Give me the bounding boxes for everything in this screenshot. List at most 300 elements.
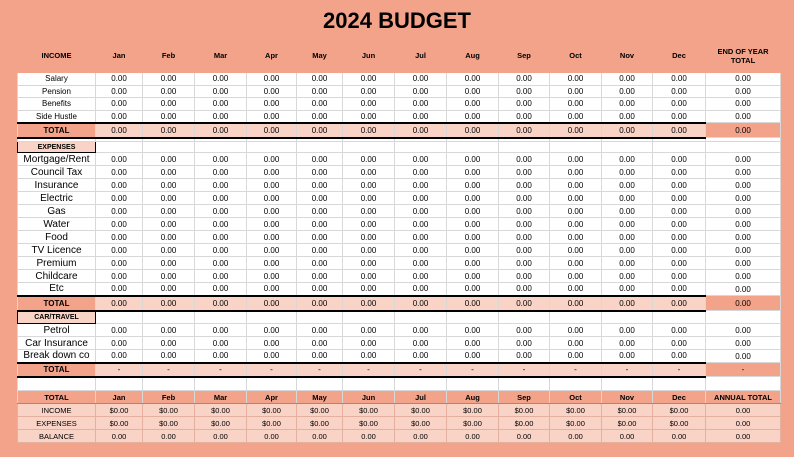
summary-value-cell[interactable]: $0.00 — [195, 404, 247, 417]
value-cell[interactable]: 0.00 — [297, 218, 343, 231]
value-cell[interactable]: 0.00 — [143, 192, 195, 205]
value-cell[interactable]: 0.00 — [499, 231, 550, 244]
value-cell[interactable]: 0.00 — [395, 205, 447, 218]
row-label[interactable]: Car Insurance — [18, 337, 96, 350]
row-total-cell[interactable]: 0.00 — [706, 110, 781, 123]
value-cell[interactable]: 0.00 — [143, 350, 195, 363]
row-total-cell[interactable]: 0.00 — [706, 257, 781, 270]
row-label[interactable]: Break down co — [18, 350, 96, 363]
value-cell[interactable]: 0.00 — [395, 85, 447, 98]
value-cell[interactable]: 0.00 — [297, 283, 343, 296]
row-total-cell[interactable]: 0.00 — [706, 244, 781, 257]
value-cell[interactable]: 0.00 — [550, 110, 602, 123]
value-cell[interactable]: 0.00 — [195, 337, 247, 350]
total-cell[interactable]: - — [550, 363, 602, 377]
value-cell[interactable]: 0.00 — [447, 218, 499, 231]
row-label[interactable]: Etc — [18, 283, 96, 296]
value-cell[interactable]: 0.00 — [602, 231, 653, 244]
value-cell[interactable]: 0.00 — [447, 179, 499, 192]
total-cell[interactable]: 0.00 — [550, 123, 602, 138]
value-cell[interactable]: 0.00 — [96, 98, 143, 111]
summary-value-cell[interactable]: $0.00 — [143, 417, 195, 430]
value-cell[interactable]: 0.00 — [247, 192, 297, 205]
value-cell[interactable]: 0.00 — [195, 179, 247, 192]
value-cell[interactable]: 0.00 — [143, 283, 195, 296]
value-cell[interactable]: 0.00 — [653, 192, 706, 205]
summary-value-cell[interactable]: 0.00 — [96, 430, 143, 443]
value-cell[interactable]: 0.00 — [602, 179, 653, 192]
total-cell[interactable]: 0.00 — [447, 123, 499, 138]
total-cell[interactable]: - — [96, 363, 143, 377]
row-label[interactable]: Benefits — [18, 98, 96, 111]
summary-value-cell[interactable]: 0.00 — [550, 430, 602, 443]
value-cell[interactable]: 0.00 — [343, 110, 395, 123]
row-label[interactable]: Side Hustle — [18, 110, 96, 123]
value-cell[interactable]: 0.00 — [499, 324, 550, 337]
value-cell[interactable]: 0.00 — [653, 110, 706, 123]
value-cell[interactable]: 0.00 — [447, 257, 499, 270]
summary-value-cell[interactable]: 0.00 — [395, 430, 447, 443]
grand-total-cell[interactable]: 0.00 — [706, 296, 781, 311]
value-cell[interactable]: 0.00 — [195, 324, 247, 337]
row-label[interactable]: Petrol — [18, 324, 96, 337]
summary-value-cell[interactable]: $0.00 — [247, 404, 297, 417]
value-cell[interactable]: 0.00 — [96, 231, 143, 244]
value-cell[interactable]: 0.00 — [447, 153, 499, 166]
summary-value-cell[interactable]: $0.00 — [602, 404, 653, 417]
value-cell[interactable]: 0.00 — [602, 218, 653, 231]
value-cell[interactable]: 0.00 — [247, 85, 297, 98]
value-cell[interactable]: 0.00 — [247, 283, 297, 296]
summary-value-cell[interactable]: 0.00 — [499, 430, 550, 443]
value-cell[interactable]: 0.00 — [499, 110, 550, 123]
value-cell[interactable]: 0.00 — [395, 350, 447, 363]
value-cell[interactable]: 0.00 — [96, 270, 143, 283]
total-cell[interactable]: 0.00 — [247, 123, 297, 138]
value-cell[interactable]: 0.00 — [447, 166, 499, 179]
value-cell[interactable]: 0.00 — [395, 231, 447, 244]
summary-value-cell[interactable]: $0.00 — [96, 404, 143, 417]
value-cell[interactable]: 0.00 — [499, 179, 550, 192]
value-cell[interactable]: 0.00 — [447, 350, 499, 363]
row-total-cell[interactable]: 0.00 — [706, 218, 781, 231]
value-cell[interactable]: 0.00 — [499, 244, 550, 257]
value-cell[interactable]: 0.00 — [499, 257, 550, 270]
summary-annual-cell[interactable]: 0.00 — [706, 430, 781, 443]
value-cell[interactable]: 0.00 — [653, 324, 706, 337]
total-cell[interactable]: 0.00 — [499, 123, 550, 138]
value-cell[interactable]: 0.00 — [653, 153, 706, 166]
value-cell[interactable]: 0.00 — [297, 324, 343, 337]
value-cell[interactable]: 0.00 — [343, 85, 395, 98]
row-label[interactable]: Premium — [18, 257, 96, 270]
total-cell[interactable]: 0.00 — [96, 123, 143, 138]
value-cell[interactable]: 0.00 — [499, 350, 550, 363]
value-cell[interactable]: 0.00 — [247, 218, 297, 231]
value-cell[interactable]: 0.00 — [143, 244, 195, 257]
row-total-cell[interactable]: 0.00 — [706, 350, 781, 363]
value-cell[interactable]: 0.00 — [143, 231, 195, 244]
row-label[interactable]: Gas — [18, 205, 96, 218]
summary-value-cell[interactable]: $0.00 — [297, 417, 343, 430]
total-cell[interactable]: 0.00 — [343, 123, 395, 138]
value-cell[interactable]: 0.00 — [447, 270, 499, 283]
value-cell[interactable]: 0.00 — [395, 257, 447, 270]
value-cell[interactable]: 0.00 — [343, 153, 395, 166]
value-cell[interactable]: 0.00 — [602, 324, 653, 337]
value-cell[interactable]: 0.00 — [447, 85, 499, 98]
value-cell[interactable]: 0.00 — [195, 244, 247, 257]
value-cell[interactable]: 0.00 — [447, 205, 499, 218]
row-label[interactable]: Salary — [18, 73, 96, 86]
value-cell[interactable]: 0.00 — [602, 257, 653, 270]
value-cell[interactable]: 0.00 — [395, 244, 447, 257]
value-cell[interactable]: 0.00 — [343, 218, 395, 231]
value-cell[interactable]: 0.00 — [195, 257, 247, 270]
value-cell[interactable]: 0.00 — [195, 218, 247, 231]
value-cell[interactable]: 0.00 — [499, 85, 550, 98]
value-cell[interactable]: 0.00 — [447, 98, 499, 111]
row-total-cell[interactable]: 0.00 — [706, 231, 781, 244]
row-label[interactable]: TV Licence — [18, 244, 96, 257]
value-cell[interactable]: 0.00 — [550, 244, 602, 257]
value-cell[interactable]: 0.00 — [96, 192, 143, 205]
value-cell[interactable]: 0.00 — [195, 270, 247, 283]
value-cell[interactable]: 0.00 — [447, 244, 499, 257]
summary-value-cell[interactable]: $0.00 — [343, 404, 395, 417]
value-cell[interactable]: 0.00 — [550, 257, 602, 270]
total-cell[interactable]: - — [247, 363, 297, 377]
value-cell[interactable]: 0.00 — [143, 166, 195, 179]
value-cell[interactable]: 0.00 — [653, 337, 706, 350]
total-cell[interactable]: 0.00 — [195, 296, 247, 311]
total-cell[interactable]: 0.00 — [96, 296, 143, 311]
value-cell[interactable]: 0.00 — [343, 192, 395, 205]
value-cell[interactable]: 0.00 — [143, 218, 195, 231]
value-cell[interactable]: 0.00 — [247, 110, 297, 123]
total-cell[interactable]: 0.00 — [602, 123, 653, 138]
summary-value-cell[interactable]: $0.00 — [247, 417, 297, 430]
value-cell[interactable]: 0.00 — [653, 205, 706, 218]
value-cell[interactable]: 0.00 — [550, 350, 602, 363]
row-label[interactable]: Water — [18, 218, 96, 231]
value-cell[interactable]: 0.00 — [395, 324, 447, 337]
value-cell[interactable]: 0.00 — [395, 98, 447, 111]
value-cell[interactable]: 0.00 — [143, 153, 195, 166]
value-cell[interactable]: 0.00 — [96, 205, 143, 218]
value-cell[interactable]: 0.00 — [297, 98, 343, 111]
value-cell[interactable]: 0.00 — [499, 98, 550, 111]
value-cell[interactable]: 0.00 — [395, 283, 447, 296]
value-cell[interactable]: 0.00 — [550, 179, 602, 192]
value-cell[interactable]: 0.00 — [499, 153, 550, 166]
total-cell[interactable]: 0.00 — [653, 123, 706, 138]
value-cell[interactable]: 0.00 — [297, 166, 343, 179]
value-cell[interactable]: 0.00 — [96, 257, 143, 270]
row-label[interactable]: Mortgage/Rent — [18, 153, 96, 166]
value-cell[interactable]: 0.00 — [395, 153, 447, 166]
value-cell[interactable]: 0.00 — [653, 283, 706, 296]
row-total-cell[interactable]: 0.00 — [706, 337, 781, 350]
row-label[interactable]: Council Tax — [18, 166, 96, 179]
row-total-cell[interactable]: 0.00 — [706, 205, 781, 218]
value-cell[interactable]: 0.00 — [247, 166, 297, 179]
value-cell[interactable]: 0.00 — [550, 192, 602, 205]
value-cell[interactable]: 0.00 — [447, 192, 499, 205]
total-cell[interactable]: 0.00 — [395, 296, 447, 311]
value-cell[interactable]: 0.00 — [297, 350, 343, 363]
summary-value-cell[interactable]: $0.00 — [297, 404, 343, 417]
value-cell[interactable]: 0.00 — [195, 73, 247, 86]
value-cell[interactable]: 0.00 — [602, 205, 653, 218]
value-cell[interactable]: 0.00 — [447, 231, 499, 244]
total-cell[interactable]: 0.00 — [143, 296, 195, 311]
value-cell[interactable]: 0.00 — [653, 179, 706, 192]
total-cell[interactable]: 0.00 — [297, 296, 343, 311]
summary-value-cell[interactable]: $0.00 — [653, 404, 706, 417]
row-total-cell[interactable]: 0.00 — [706, 270, 781, 283]
summary-value-cell[interactable]: $0.00 — [499, 417, 550, 430]
value-cell[interactable]: 0.00 — [195, 205, 247, 218]
value-cell[interactable]: 0.00 — [653, 85, 706, 98]
value-cell[interactable]: 0.00 — [653, 257, 706, 270]
value-cell[interactable]: 0.00 — [143, 179, 195, 192]
value-cell[interactable]: 0.00 — [550, 324, 602, 337]
total-cell[interactable]: 0.00 — [297, 123, 343, 138]
value-cell[interactable]: 0.00 — [550, 166, 602, 179]
value-cell[interactable]: 0.00 — [143, 257, 195, 270]
value-cell[interactable]: 0.00 — [602, 85, 653, 98]
value-cell[interactable]: 0.00 — [602, 283, 653, 296]
row-label[interactable]: Food — [18, 231, 96, 244]
value-cell[interactable]: 0.00 — [550, 270, 602, 283]
row-total-cell[interactable]: 0.00 — [706, 85, 781, 98]
value-cell[interactable]: 0.00 — [653, 231, 706, 244]
grand-total-cell[interactable]: - — [706, 363, 781, 377]
value-cell[interactable]: 0.00 — [247, 270, 297, 283]
summary-value-cell[interactable]: $0.00 — [550, 404, 602, 417]
value-cell[interactable]: 0.00 — [499, 73, 550, 86]
value-cell[interactable]: 0.00 — [247, 257, 297, 270]
value-cell[interactable]: 0.00 — [395, 218, 447, 231]
value-cell[interactable]: 0.00 — [297, 192, 343, 205]
value-cell[interactable]: 0.00 — [602, 98, 653, 111]
value-cell[interactable]: 0.00 — [602, 350, 653, 363]
value-cell[interactable]: 0.00 — [602, 166, 653, 179]
row-total-cell[interactable]: 0.00 — [706, 73, 781, 86]
value-cell[interactable]: 0.00 — [499, 337, 550, 350]
value-cell[interactable]: 0.00 — [550, 337, 602, 350]
summary-value-cell[interactable]: $0.00 — [343, 417, 395, 430]
row-label[interactable]: Pension — [18, 85, 96, 98]
total-cell[interactable]: 0.00 — [653, 296, 706, 311]
value-cell[interactable]: 0.00 — [343, 231, 395, 244]
value-cell[interactable]: 0.00 — [395, 192, 447, 205]
total-cell[interactable]: 0.00 — [247, 296, 297, 311]
value-cell[interactable]: 0.00 — [602, 153, 653, 166]
value-cell[interactable]: 0.00 — [447, 337, 499, 350]
summary-value-cell[interactable]: 0.00 — [653, 430, 706, 443]
total-cell[interactable]: - — [195, 363, 247, 377]
value-cell[interactable]: 0.00 — [550, 73, 602, 86]
value-cell[interactable]: 0.00 — [343, 205, 395, 218]
value-cell[interactable]: 0.00 — [143, 98, 195, 111]
value-cell[interactable]: 0.00 — [96, 337, 143, 350]
value-cell[interactable]: 0.00 — [602, 244, 653, 257]
value-cell[interactable]: 0.00 — [602, 270, 653, 283]
row-total-cell[interactable]: 0.00 — [706, 153, 781, 166]
value-cell[interactable]: 0.00 — [343, 350, 395, 363]
value-cell[interactable]: 0.00 — [96, 283, 143, 296]
value-cell[interactable]: 0.00 — [195, 166, 247, 179]
total-cell[interactable]: - — [143, 363, 195, 377]
value-cell[interactable]: 0.00 — [297, 85, 343, 98]
value-cell[interactable]: 0.00 — [653, 98, 706, 111]
value-cell[interactable]: 0.00 — [297, 153, 343, 166]
summary-value-cell[interactable]: 0.00 — [195, 430, 247, 443]
total-cell[interactable]: 0.00 — [550, 296, 602, 311]
summary-value-cell[interactable]: 0.00 — [297, 430, 343, 443]
value-cell[interactable]: 0.00 — [96, 350, 143, 363]
total-cell[interactable]: 0.00 — [447, 296, 499, 311]
value-cell[interactable]: 0.00 — [297, 337, 343, 350]
grand-total-cell[interactable]: 0.00 — [706, 123, 781, 138]
summary-value-cell[interactable]: $0.00 — [447, 417, 499, 430]
value-cell[interactable]: 0.00 — [247, 98, 297, 111]
value-cell[interactable]: 0.00 — [653, 73, 706, 86]
value-cell[interactable]: 0.00 — [247, 231, 297, 244]
summary-value-cell[interactable]: $0.00 — [96, 417, 143, 430]
value-cell[interactable]: 0.00 — [550, 205, 602, 218]
value-cell[interactable]: 0.00 — [297, 73, 343, 86]
value-cell[interactable]: 0.00 — [343, 324, 395, 337]
value-cell[interactable]: 0.00 — [143, 324, 195, 337]
total-cell[interactable]: - — [447, 363, 499, 377]
value-cell[interactable]: 0.00 — [143, 337, 195, 350]
value-cell[interactable]: 0.00 — [550, 218, 602, 231]
total-cell[interactable]: - — [297, 363, 343, 377]
value-cell[interactable]: 0.00 — [550, 85, 602, 98]
summary-value-cell[interactable]: $0.00 — [195, 417, 247, 430]
value-cell[interactable]: 0.00 — [247, 73, 297, 86]
value-cell[interactable]: 0.00 — [143, 73, 195, 86]
value-cell[interactable]: 0.00 — [96, 85, 143, 98]
row-label[interactable]: Electric — [18, 192, 96, 205]
value-cell[interactable]: 0.00 — [96, 110, 143, 123]
value-cell[interactable]: 0.00 — [395, 73, 447, 86]
value-cell[interactable]: 0.00 — [550, 153, 602, 166]
value-cell[interactable]: 0.00 — [343, 283, 395, 296]
value-cell[interactable]: 0.00 — [653, 350, 706, 363]
summary-value-cell[interactable]: 0.00 — [602, 430, 653, 443]
row-total-cell[interactable]: 0.00 — [706, 98, 781, 111]
total-cell[interactable]: - — [499, 363, 550, 377]
summary-value-cell[interactable]: $0.00 — [447, 404, 499, 417]
value-cell[interactable]: 0.00 — [195, 192, 247, 205]
summary-annual-cell[interactable]: 0.00 — [706, 417, 781, 430]
value-cell[interactable]: 0.00 — [143, 85, 195, 98]
total-cell[interactable]: 0.00 — [395, 123, 447, 138]
total-cell[interactable]: 0.00 — [602, 296, 653, 311]
value-cell[interactable]: 0.00 — [395, 179, 447, 192]
row-total-cell[interactable]: 0.00 — [706, 192, 781, 205]
value-cell[interactable]: 0.00 — [602, 192, 653, 205]
value-cell[interactable]: 0.00 — [143, 205, 195, 218]
value-cell[interactable]: 0.00 — [499, 218, 550, 231]
value-cell[interactable]: 0.00 — [247, 350, 297, 363]
value-cell[interactable]: 0.00 — [447, 283, 499, 296]
value-cell[interactable]: 0.00 — [247, 179, 297, 192]
row-total-cell[interactable]: 0.00 — [706, 324, 781, 337]
value-cell[interactable]: 0.00 — [96, 153, 143, 166]
value-cell[interactable]: 0.00 — [195, 283, 247, 296]
total-cell[interactable]: - — [602, 363, 653, 377]
value-cell[interactable]: 0.00 — [96, 179, 143, 192]
value-cell[interactable]: 0.00 — [297, 205, 343, 218]
value-cell[interactable]: 0.00 — [195, 153, 247, 166]
value-cell[interactable]: 0.00 — [343, 257, 395, 270]
value-cell[interactable]: 0.00 — [550, 231, 602, 244]
value-cell[interactable]: 0.00 — [297, 110, 343, 123]
value-cell[interactable]: 0.00 — [247, 205, 297, 218]
value-cell[interactable]: 0.00 — [195, 85, 247, 98]
value-cell[interactable]: 0.00 — [343, 73, 395, 86]
value-cell[interactable]: 0.00 — [653, 244, 706, 257]
value-cell[interactable]: 0.00 — [96, 166, 143, 179]
value-cell[interactable]: 0.00 — [653, 270, 706, 283]
value-cell[interactable]: 0.00 — [195, 98, 247, 111]
total-cell[interactable]: - — [395, 363, 447, 377]
summary-value-cell[interactable]: 0.00 — [143, 430, 195, 443]
value-cell[interactable]: 0.00 — [499, 166, 550, 179]
row-label[interactable]: Insurance — [18, 179, 96, 192]
value-cell[interactable]: 0.00 — [447, 110, 499, 123]
value-cell[interactable]: 0.00 — [499, 192, 550, 205]
value-cell[interactable]: 0.00 — [96, 324, 143, 337]
total-cell[interactable]: 0.00 — [195, 123, 247, 138]
value-cell[interactable]: 0.00 — [343, 337, 395, 350]
value-cell[interactable]: 0.00 — [343, 244, 395, 257]
value-cell[interactable]: 0.00 — [395, 166, 447, 179]
value-cell[interactable]: 0.00 — [247, 244, 297, 257]
summary-value-cell[interactable]: 0.00 — [447, 430, 499, 443]
value-cell[interactable]: 0.00 — [447, 324, 499, 337]
value-cell[interactable]: 0.00 — [550, 98, 602, 111]
value-cell[interactable]: 0.00 — [447, 73, 499, 86]
value-cell[interactable]: 0.00 — [653, 218, 706, 231]
summary-value-cell[interactable]: $0.00 — [395, 417, 447, 430]
value-cell[interactable]: 0.00 — [143, 110, 195, 123]
value-cell[interactable]: 0.00 — [195, 231, 247, 244]
summary-annual-cell[interactable]: 0.00 — [706, 404, 781, 417]
value-cell[interactable]: 0.00 — [297, 270, 343, 283]
value-cell[interactable]: 0.00 — [143, 270, 195, 283]
value-cell[interactable]: 0.00 — [499, 205, 550, 218]
value-cell[interactable]: 0.00 — [395, 337, 447, 350]
value-cell[interactable]: 0.00 — [96, 73, 143, 86]
summary-value-cell[interactable]: 0.00 — [343, 430, 395, 443]
value-cell[interactable]: 0.00 — [247, 324, 297, 337]
value-cell[interactable]: 0.00 — [96, 244, 143, 257]
total-cell[interactable]: 0.00 — [343, 296, 395, 311]
value-cell[interactable]: 0.00 — [343, 166, 395, 179]
value-cell[interactable]: 0.00 — [297, 179, 343, 192]
value-cell[interactable]: 0.00 — [297, 244, 343, 257]
value-cell[interactable]: 0.00 — [602, 73, 653, 86]
row-label[interactable]: Childcare — [18, 270, 96, 283]
value-cell[interactable]: 0.00 — [96, 218, 143, 231]
summary-value-cell[interactable]: 0.00 — [247, 430, 297, 443]
